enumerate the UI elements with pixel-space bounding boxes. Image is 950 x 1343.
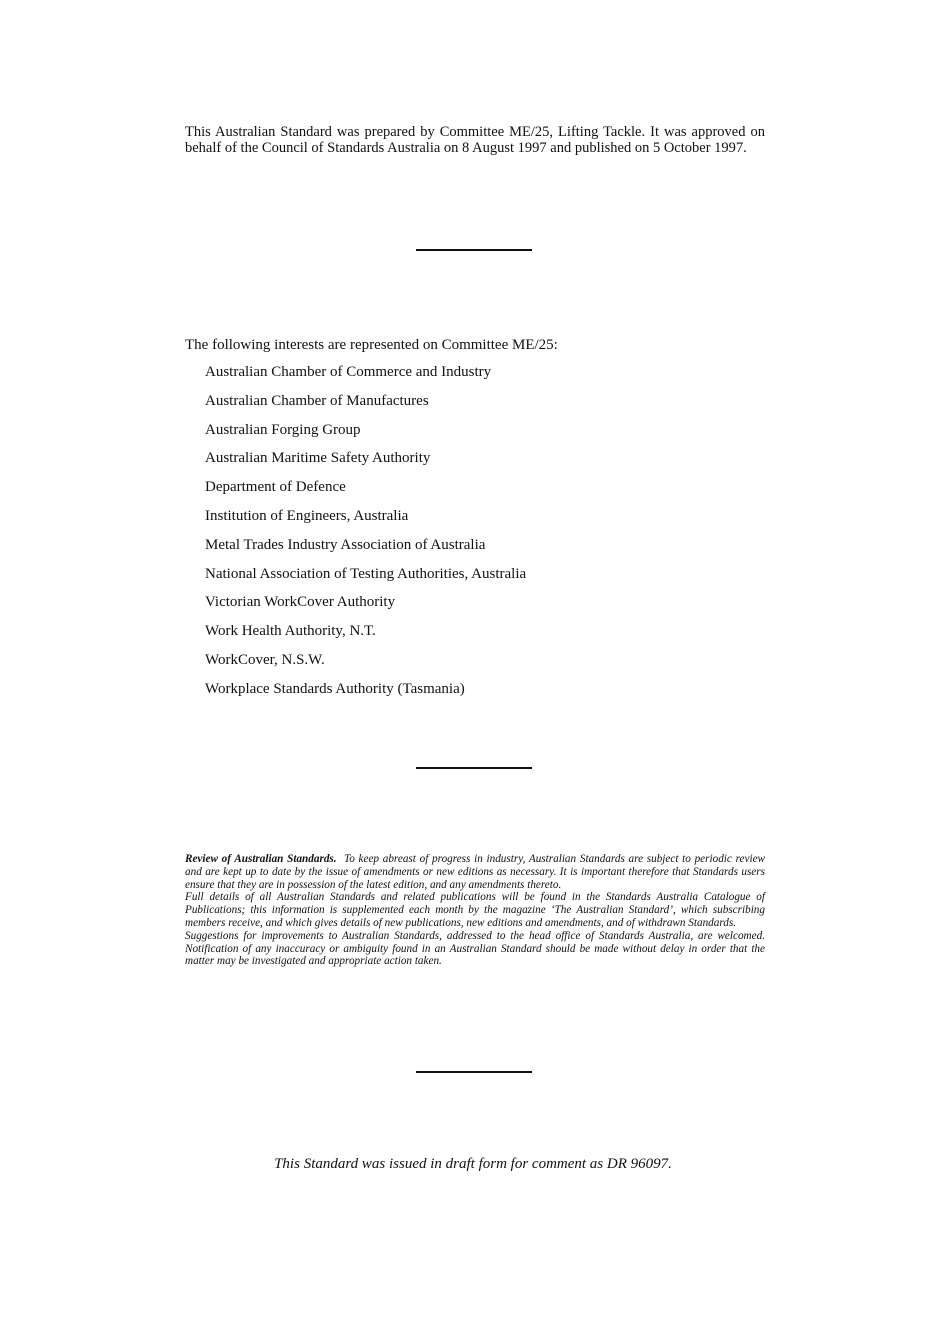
review-note-paragraph: Suggestions for improvements to Australian Standards, addressed to the head office of Standards Australia, are welcomed. Notification of any inaccuracy or ambiguity found in an Australian Standard should be made without delay in order that the matter may be investigated and appropriate action taken. <box>185 929 765 968</box>
committee-member: Institution of Engineers, Australia <box>205 507 409 524</box>
review-note-paragraph: Full details of all Australian Standards and related publications will be found in the Standards Australia Catalogue of Publications; this information is supplemented each month by the magazine ‘The Australian Standard’, which subscribing members receive, and which gives details of new publications, new editions and amendments, and of withdrawn Standards. <box>185 891 765 929</box>
committee-member: Australian Chamber of Commerce and Industry <box>205 364 492 380</box>
committee-member: Department of Defence <box>205 479 346 496</box>
committee-member: Workplace Standards Authority (Tasmania) <box>205 680 465 697</box>
section-divider <box>416 767 532 769</box>
approval-statement: This Australian Standard was prepared by Committee ME/25, Lifting Tackle. It was approved on behalf of the Council of Standards Australia on 8 August 1997 and published on 5 October 1997. <box>185 124 765 156</box>
committee-member: Australian Chamber of Manufactures <box>205 392 429 409</box>
review-notes <box>185 853 765 968</box>
committee-member: National Association of Testing Authorities, Australia <box>205 565 527 582</box>
committee-member: Australian Forging Group <box>205 421 361 438</box>
review-note-lead: Review of Australian Standards. <box>185 853 337 865</box>
section-divider <box>416 1071 532 1073</box>
committee-member: Victorian WorkCover Authority <box>205 594 396 611</box>
draft-note: This Standard was issued in draft form for comment as DR 96097. <box>274 1156 672 1172</box>
review-note-text: To keep abreast of progress in industry, Australian Standards are subject to periodic review and are kept up to date by the issue of amendments or new editions as necessary. It is important therefore that Standards users ensure that they are in possession of the latest edition, and any amendments thereto. <box>185 853 766 891</box>
committee-member-list <box>205 363 526 709</box>
committee-member: Australian Maritime Safety Authority <box>205 450 431 467</box>
committee-member: Metal Trades Industry Association of Australia <box>205 536 486 553</box>
review-note-paragraph <box>185 853 765 891</box>
committee-member: WorkCover, N.S.W. <box>205 651 325 668</box>
committee-member: Work Health Authority, N.T. <box>205 623 376 640</box>
section-divider <box>416 249 532 251</box>
committee-heading: The following interests are represented on Committee ME/25: <box>185 337 558 353</box>
